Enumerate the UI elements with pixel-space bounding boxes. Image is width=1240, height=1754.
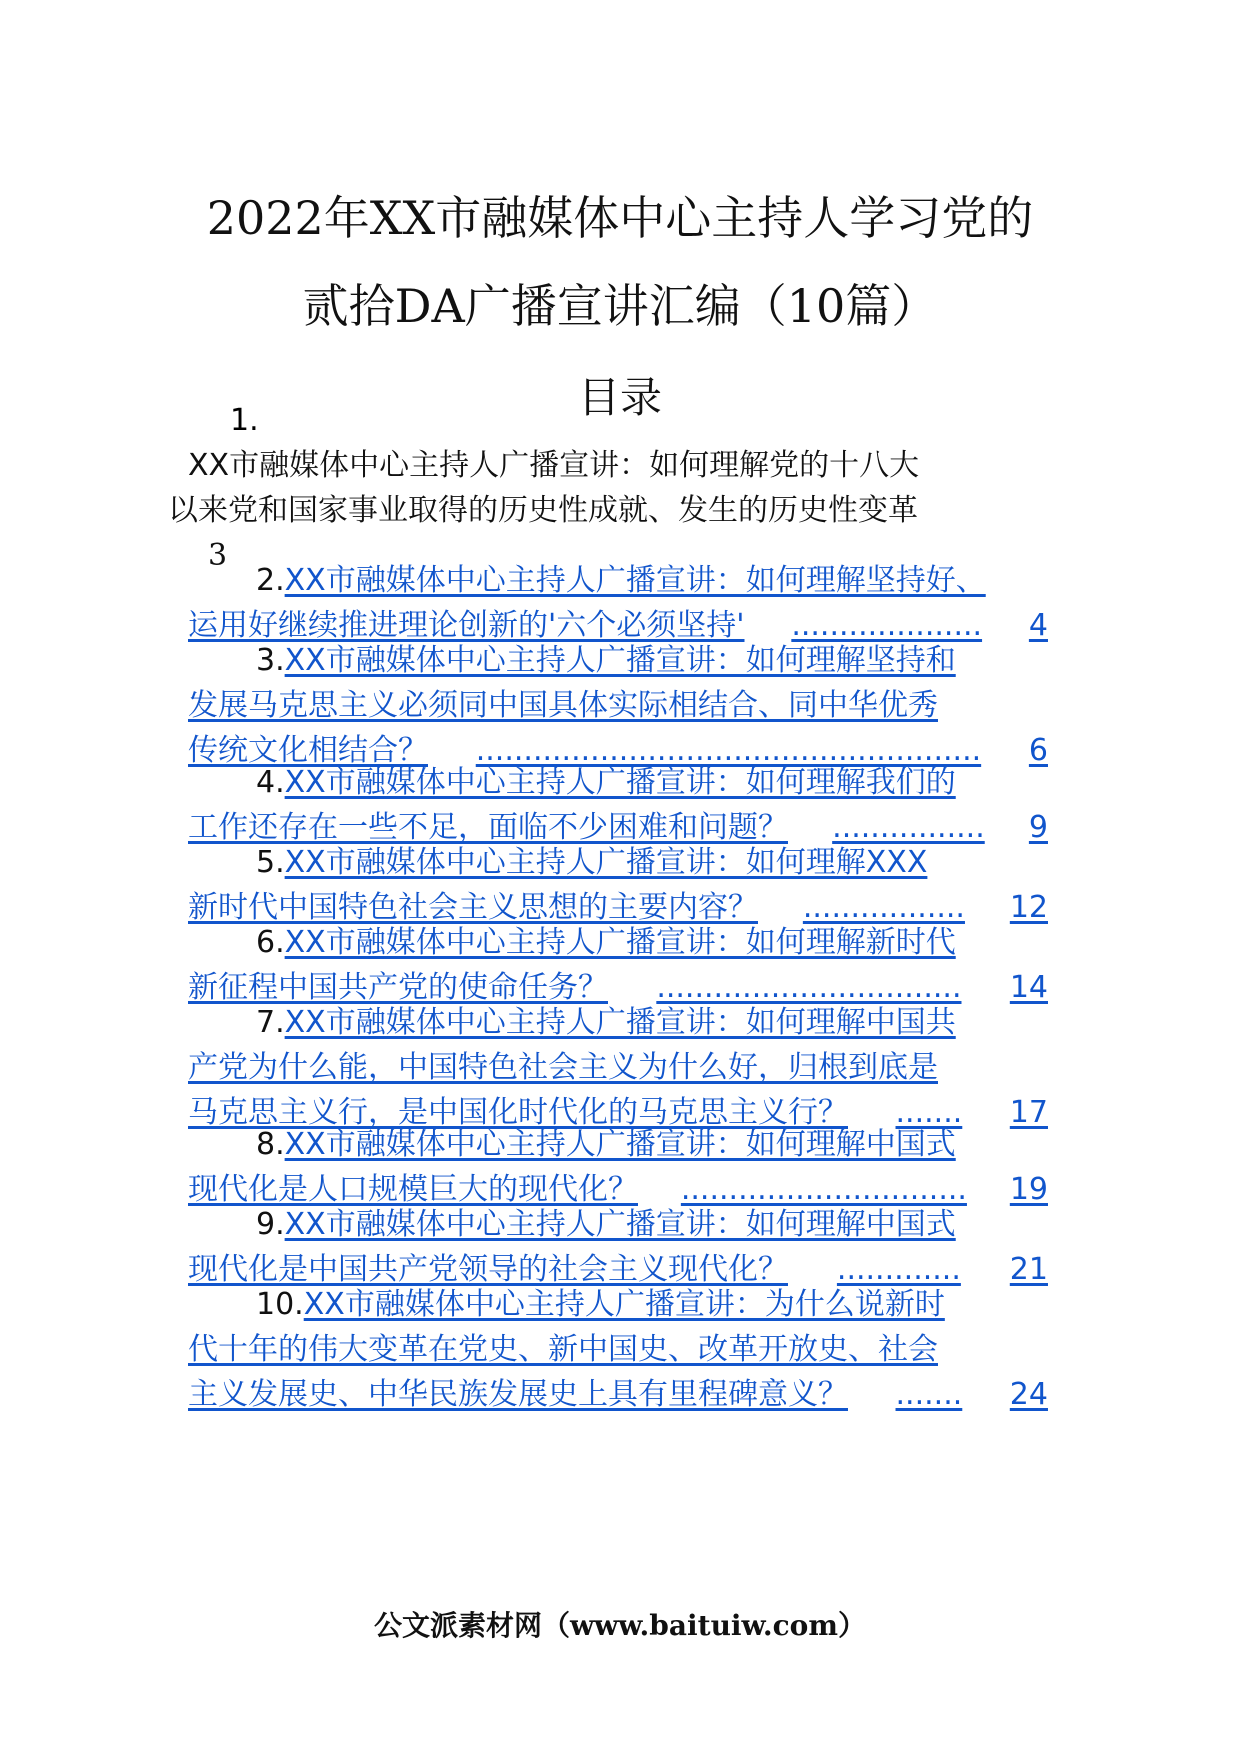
toc-entry-link[interactable]: 新征程中国共产党的使命任务？ — [188, 970, 608, 1005]
document-title-line-1: 2022年XX市融媒体中心主持人学习党的 — [206, 191, 1034, 245]
footer-source: 公文派素材网（www.baituiw.com） — [374, 1609, 866, 1642]
toc-entry-text: XX市融媒体中心主持人广播宣讲：如何理解党的十八大 — [188, 448, 920, 483]
toc-leader-dots: ..................................................... — [475, 733, 982, 768]
toc-entry-number: 10. — [256, 1287, 304, 1322]
toc-entry-link[interactable]: 产党为什么能，中国特色社会主义为什么好，归根到底是 — [188, 1050, 938, 1085]
toc-entry-number: 8. — [256, 1127, 285, 1162]
toc-entry-page: 3 — [208, 538, 228, 573]
toc-entry-page[interactable]: 12 — [1009, 890, 1048, 925]
toc-entry-6[interactable] — [188, 920, 1048, 1010]
toc-entry-8[interactable] — [188, 1122, 1048, 1212]
toc-entry-number: 2. — [256, 563, 285, 598]
toc-entry-5[interactable] — [188, 840, 1048, 930]
toc-entry-link[interactable]: 工作还存在一些不足，面临不少困难和问题？ — [188, 810, 788, 845]
toc-entry-link[interactable]: 新时代中国特色社会主义思想的主要内容？ — [188, 890, 758, 925]
toc-leader-dots: ....... — [895, 1095, 963, 1130]
toc-entry-number: 5. — [256, 845, 285, 880]
toc-entry-number: 3. — [256, 643, 285, 678]
toc-entry-link[interactable]: 代十年的伟大变革在党史、新中国史、改革开放史、社会 — [188, 1332, 938, 1367]
toc-entry-page[interactable]: 9 — [1028, 810, 1048, 845]
toc-entry-link[interactable]: 现代化是人口规模巨大的现代化？ — [188, 1172, 638, 1207]
toc-entry-number: 1. — [230, 403, 259, 438]
toc-entry-link[interactable]: XX市融媒体中心主持人广播宣讲：如何理解中国式 — [284, 1207, 956, 1242]
toc-entry-page[interactable]: 6 — [1028, 733, 1048, 768]
toc-entry-link[interactable]: 主义发展史、中华民族发展史上具有里程碑意义？ — [188, 1377, 848, 1412]
toc-heading: 目录 — [577, 373, 662, 422]
toc-entry-link[interactable]: 运用好继续推进理论创新的'六个必须坚持' — [188, 608, 745, 643]
toc-entry-link[interactable]: 马克思主义行，是中国化时代化的马克思主义行？ — [188, 1095, 848, 1130]
toc-entry-link[interactable]: 发展马克思主义必须同中国具体实际相结合、同中华优秀 — [188, 688, 938, 723]
toc-entry-number: 6. — [256, 925, 285, 960]
toc-leader-dots: ................. — [802, 890, 965, 925]
toc-entry-2[interactable] — [188, 558, 1048, 648]
toc-entry-9[interactable] — [188, 1202, 1048, 1292]
toc-entry-3[interactable] — [188, 638, 1048, 773]
toc-entry-page[interactable]: 4 — [1028, 608, 1048, 643]
toc-leader-dots: ............. — [836, 1252, 961, 1287]
toc-entry-page[interactable]: 24 — [1009, 1377, 1048, 1412]
toc-entry-link[interactable]: XX市融媒体中心主持人广播宣讲：如何理解XXX — [284, 845, 928, 880]
toc-entry-link[interactable]: XX市融媒体中心主持人广播宣讲：如何理解坚持好、 — [284, 563, 986, 598]
toc-entry-1 — [168, 398, 1048, 578]
toc-entry-page[interactable]: 14 — [1009, 970, 1048, 1005]
toc-leader-dots: ................ — [832, 810, 985, 845]
toc-entry-number: 4. — [256, 765, 285, 800]
toc-entry-4[interactable] — [188, 760, 1048, 850]
toc-entry-link[interactable]: XX市融媒体中心主持人广播宣讲：如何理解新时代 — [284, 925, 956, 960]
toc-entry-number: 9. — [256, 1207, 285, 1242]
toc-leader-dots: .............................. — [680, 1172, 967, 1207]
toc-entry-number: 7. — [256, 1005, 285, 1040]
toc-entry-link[interactable]: XX市融媒体中心主持人广播宣讲：如何理解坚持和 — [284, 643, 956, 678]
toc-entry-10[interactable] — [188, 1282, 1048, 1417]
toc-leader-dots: .................... — [791, 608, 983, 643]
document-title-line-2: 贰拾DA广播宣讲汇编（10篇） — [302, 279, 938, 333]
toc-entry-text: 以来党和国家事业取得的历史性成就、发生的历史性变革 — [168, 493, 918, 528]
toc-entry-link[interactable]: XX市融媒体中心主持人广播宣讲：如何理解我们的 — [284, 765, 956, 800]
toc-entry-page[interactable]: 21 — [1009, 1252, 1048, 1287]
toc-entry-link[interactable]: XX市融媒体中心主持人广播宣讲：如何理解中国式 — [284, 1127, 956, 1162]
toc-entry-link[interactable]: 传统文化相结合？ — [188, 733, 428, 768]
toc-entry-page[interactable]: 17 — [1009, 1095, 1048, 1130]
toc-entry-link[interactable]: XX市融媒体中心主持人广播宣讲：为什么说新时 — [303, 1287, 945, 1322]
toc-leader-dots: ................................ — [656, 970, 962, 1005]
toc-entry-link[interactable]: XX市融媒体中心主持人广播宣讲：如何理解中国共 — [284, 1005, 956, 1040]
toc-entry-page[interactable]: 19 — [1009, 1172, 1048, 1207]
toc-entry-link[interactable]: 现代化是中国共产党领导的社会主义现代化？ — [188, 1252, 788, 1287]
toc-entry-7[interactable] — [188, 1000, 1048, 1135]
toc-leader-dots: ....... — [895, 1377, 963, 1412]
